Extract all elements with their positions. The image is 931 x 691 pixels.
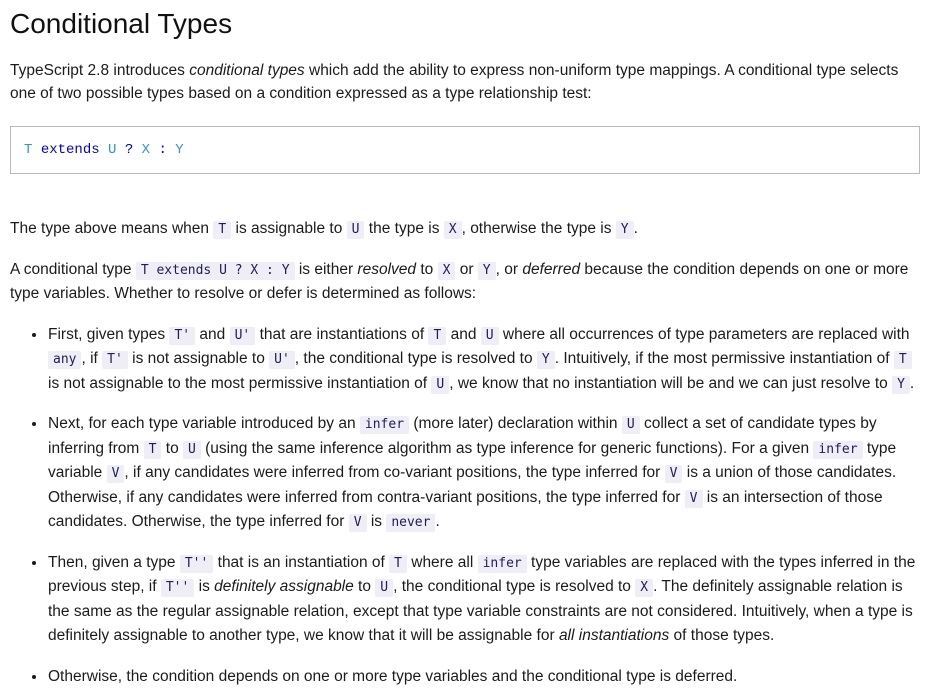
paragraph-resolution: A conditional type T extends U ? X : Y is either resolved to X or Y , or deferred because the condition depends on one or more type variables. Whether to resolve or defer is determined as follows: bbox=[10, 261, 909, 302]
list-item-then: • Then, given a type T'' that is an instantiation of T where all infer type variables are replaced with the types inferred in the previous step, if T'' is definitely assignable to U , the conditional type is resolved to X . The definitely assignable relation is the same as the regular assignable relation, except that type variable constraints are not considered. Intuitively, when a type is definitely assignable to another type, we know that it will be assignable for all instantiations of those types. bbox=[47, 551, 920, 649]
list-item-next: • Next, for each type variable introduced by an infer (more later) declaration within U collect a set of candidate types by inferring from T to U (using the same inference algorithm as type inference for generic functions). For a given infer type variable V , if any candidates were inferred from co-variant positions, the type inferred for V is a union of those candidates. Otherwise, if any candidates were inferred from contra-variant positions, the type inferred for V is an intersection of those candidates. Otherwise, the type inferred for V is never . bbox=[47, 412, 920, 534]
code-block bbox=[10, 126, 920, 175]
code-line: T extends U ? X : Y bbox=[24, 141, 184, 158]
intro-paragraph: TypeScript 2.8 introduces conditional types which add the ability to express non-uniform type mappings. A conditional type selects one of two possible types based on a condition expressed as a type relationship test: bbox=[10, 62, 899, 103]
page-title: Conditional Types bbox=[10, 8, 233, 39]
resolution-list bbox=[10, 323, 920, 689]
document-page bbox=[0, 6, 931, 689]
list-item-first: • First, given types T' and U' that are instantiations of T and U where all occurrences of type parameters are replaced with any , if T' is not assignable to U' , the conditional type is resolved to Y . Intuitively, if the most permissive instantiation of T is not assignable to the most permissive instantiation of U , we know that no instantiation will be and we can just resolve to Y . bbox=[47, 323, 920, 396]
list-item-otherwise: • Otherwise, the condition depends on one or more type variables and the conditional type is deferred. bbox=[47, 665, 920, 689]
paragraph-meaning: The type above means when T is assignable to U the type is X , otherwise the type is Y . bbox=[10, 220, 638, 238]
